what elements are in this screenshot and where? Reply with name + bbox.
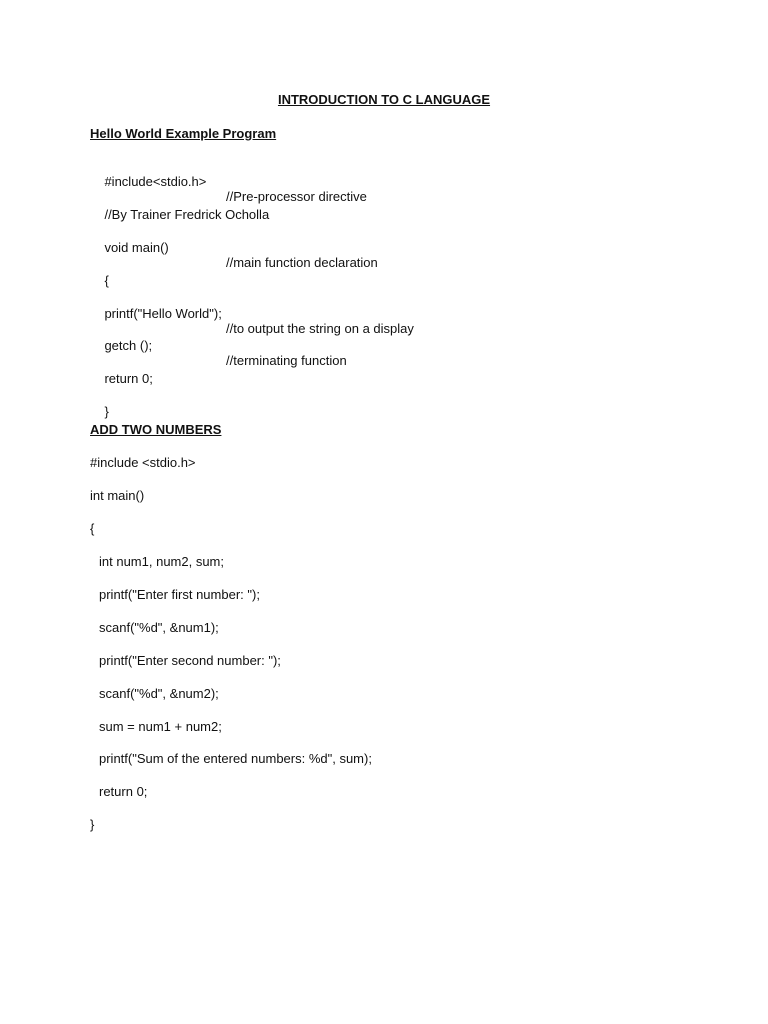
code-line: return 0; (99, 784, 148, 799)
code-line: printf("Enter second number: "); (99, 653, 281, 668)
code-line: printf("Enter first number: "); (99, 587, 260, 602)
hello-world-heading: Hello World Example Program (90, 126, 277, 141)
code-line: int num1, num2, sum; (99, 554, 224, 569)
document-title: INTRODUCTION TO C LANGUAGE (277, 92, 491, 107)
code-text: { (104, 273, 109, 288)
add-two-numbers-heading: ADD TWO NUMBERS (90, 422, 222, 437)
code-comment: //to output the string on a display (226, 321, 414, 336)
code-text: return 0; (104, 371, 153, 386)
code-text: void main() (104, 240, 169, 255)
code-text: getch (); (104, 338, 153, 353)
code-text: #include<stdio.h> (104, 174, 207, 189)
code-line: sum = num1 + num2; (99, 719, 222, 734)
code-line: { (90, 521, 95, 536)
code-line: scanf("%d", &num1); (99, 620, 219, 635)
code-line: #include <stdio.h> (90, 455, 196, 470)
code-line: scanf("%d", &num2); (99, 686, 219, 701)
code-line: } (90, 817, 95, 832)
code-text: printf("Hello World"); (104, 306, 222, 321)
code-text: } (104, 404, 109, 419)
code-comment: //terminating function (226, 353, 347, 368)
code-comment: //Pre-processor directive (226, 189, 367, 204)
code-line: printf("Sum of the entered numbers: %d", sum); (99, 751, 372, 766)
code-line: int main() (90, 488, 145, 503)
code-text: //By Trainer Fredrick Ocholla (104, 207, 270, 222)
code-comment: //main function declaration (226, 255, 378, 270)
